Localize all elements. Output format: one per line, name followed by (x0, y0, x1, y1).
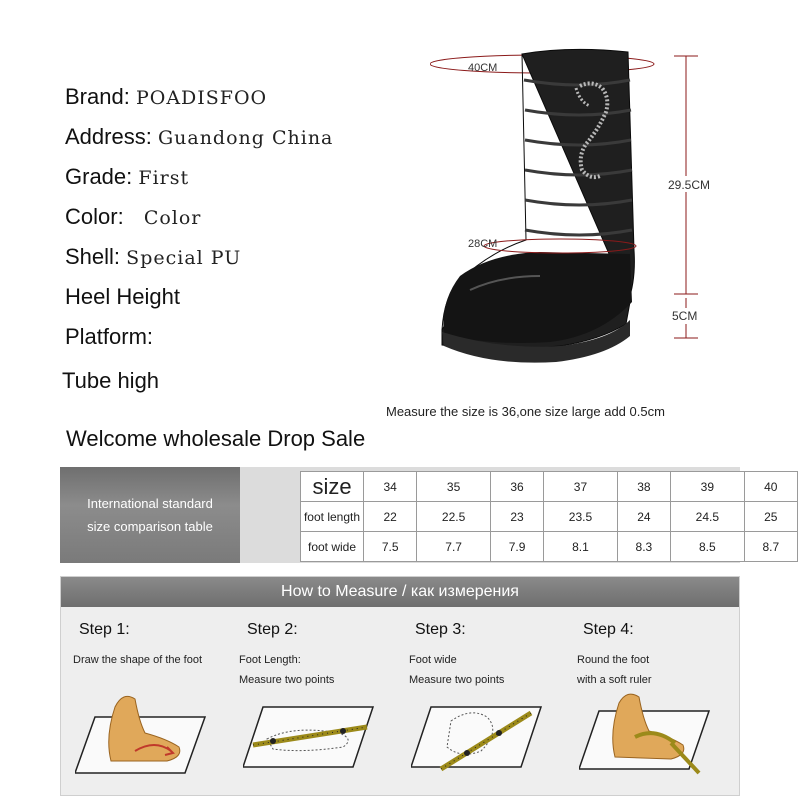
how-to-measure-panel (60, 576, 740, 796)
how-to-measure-title: How to Measure / как измерения (61, 577, 739, 607)
step-2: Step 2: Foot Length: Measure two points (229, 615, 395, 785)
table-row: foot length 22 22.5 23 23.5 24 24.5 25 (301, 502, 798, 532)
foot-length-icon (243, 677, 383, 777)
spec-heel-height: Heel Height (65, 284, 180, 309)
spec-address: Address: Guandong China (65, 124, 334, 149)
dim-tube-height: 29.5CM (668, 178, 711, 192)
foot-round-ruler-icon (579, 677, 719, 777)
dim-heel-height: 5CM (672, 309, 698, 323)
dim-top-circumference: 40CM (468, 62, 498, 74)
spec-shell: Shell: Special PU (65, 244, 242, 269)
spec-platform: Platform: (65, 324, 154, 349)
boot-product-image (430, 40, 730, 380)
welcome-heading: Welcome wholesale Drop Sale (66, 426, 366, 451)
size-grid (300, 471, 798, 562)
spec-color: Color: Color (65, 204, 202, 229)
step-3: Step 3: Foot wide Measure two points (397, 615, 563, 785)
table-row: size 34 35 36 37 38 39 40 (301, 472, 798, 502)
spec-grade: Grade: First (65, 164, 190, 189)
step-1: Step 1: Draw the shape of the foot (61, 615, 227, 785)
step-4: Step 4: Round the foot with a soft ruler (565, 615, 731, 785)
size-comparison-table (60, 467, 780, 563)
size-table-label: International standard size comparison table (60, 467, 240, 563)
table-row: foot wide 7.5 7.7 7.9 8.1 8.3 8.5 8.7 (301, 532, 798, 562)
spec-brand: Brand: POADISFOO (65, 84, 268, 109)
spec-tube-high: Tube high (62, 368, 160, 393)
dim-mid-circumference: 28CM (468, 238, 498, 250)
foot-width-icon (411, 677, 551, 777)
measure-note: Measure the size is 36,one size large add 0.5cm (386, 404, 665, 419)
foot-outline-icon (75, 677, 215, 777)
